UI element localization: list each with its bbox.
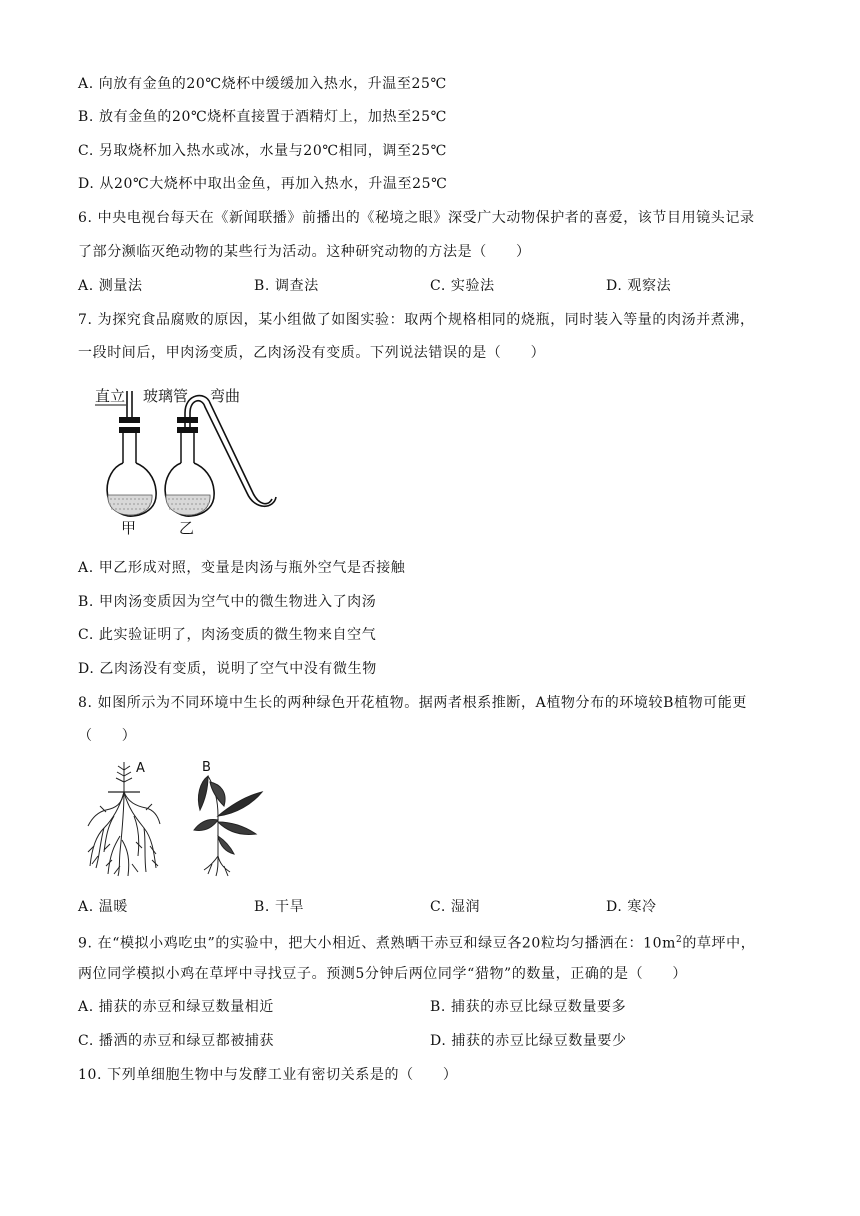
q8-stem-line1: 8. 如图所示为不同环境中生长的两种绿色开花植物。据两者根系推断，A植物分布的环境较B植物可能更 [78, 695, 748, 711]
flask-a [107, 391, 156, 537]
q9-stem-superscript: 2 [676, 935, 683, 945]
q7-option-c: C. 此实验证明了，肉汤变质的微生物来自空气 [78, 627, 377, 643]
label-glass-tube: 玻璃管 [143, 387, 189, 405]
q6-stem-line2: 了部分濒临灭绝动物的某些行为活动。这种研究动物的方法是（ ） [78, 244, 531, 260]
q6-option-b: B. 调查法 [254, 278, 319, 294]
q6-option-c: C. 实验法 [430, 278, 495, 294]
q9-option-b: B. 捕获的赤豆比绿豆数量要多 [430, 999, 627, 1015]
q7-option-d: D. 乙肉汤没有变质，说明了空气中没有微生物 [78, 661, 377, 677]
q9-stem-line1 [78, 930, 755, 954]
q9-stem-part2: 的草坪中， [682, 935, 756, 952]
q8-stem-line2: （ ） [78, 728, 137, 744]
q6-option-d: D. 观察法 [606, 278, 672, 294]
label-plant-a: A [136, 761, 145, 776]
q8-option-d: D. 寒冷 [606, 899, 657, 915]
q8-option-a: A. 温暖 [78, 899, 129, 915]
q9-option-c: C. 播洒的赤豆和绿豆都被捕获 [78, 1033, 275, 1049]
plant-b [194, 760, 262, 876]
q9-option-a: A. 捕获的赤豆和绿豆数量相近 [78, 999, 275, 1015]
q7-stem-line1: 7. 为探究食品腐败的原因，某小组做了如图实验：取两个规格相同的烧瓶，同时装入等量的肉汤并煮沸， [78, 312, 755, 328]
q5-option-a: A. 向放有金鱼的20℃烧杯中缓缓加入热水，升温至25℃ [78, 76, 447, 92]
q8-option-c: C. 湿润 [430, 899, 481, 915]
label-bent: 弯曲 [210, 387, 241, 405]
q5-option-b: B. 放有金鱼的20℃烧杯直接置于酒精灯上，加热至25℃ [78, 109, 447, 125]
q10-stem: 10. 下列单细胞生物中与发酵工业有密切关系是的（ ） [78, 1067, 458, 1083]
label-straight: 直立 [95, 387, 126, 405]
q9-stem-part1: 9. 在“模拟小鸡吃虫”的实验中，把大小相近、煮熟晒干赤豆和绿豆各20粒均匀播洒在：10m [78, 935, 677, 952]
q6-stem-line1: 6. 中央电视台每天在《新闻联播》前播出的《秘境之眼》深受广大动物保护者的喜爱，该节目用镜头记录 [78, 210, 755, 226]
root-system-figure [84, 756, 274, 882]
flask-experiment-figure [88, 383, 278, 538]
q7-stem-line2: 一段时间后，甲肉汤变质，乙肉汤没有变质。下列说法错误的是（ ） [78, 345, 546, 361]
plant-a [88, 761, 160, 876]
q5-option-c: C. 另取烧杯加入热水或冰，水量与20℃相同，调至25℃ [78, 143, 447, 159]
label-plant-b: B [202, 760, 211, 775]
q9-option-d: D. 捕获的赤豆比绿豆数量要少 [430, 1033, 627, 1049]
label-flask-b: 乙 [179, 519, 195, 537]
q5-option-d: D. 从20℃大烧杯中取出金鱼，再加入热水，升温至25℃ [78, 176, 448, 192]
flask-b [165, 396, 276, 537]
q6-option-a: A. 测量法 [78, 278, 143, 294]
q7-option-b: B. 甲肉汤变质因为空气中的微生物进入了肉汤 [78, 594, 377, 610]
q8-option-b: B. 干旱 [254, 899, 305, 915]
q9-stem-line2: 两位同学模拟小鸡在草坪中寻找豆子。预测5分钟后两位同学“猎物”的数量，正确的是（ ） [78, 966, 688, 982]
q7-option-a: A. 甲乙形成对照，变量是肉汤与瓶外空气是否接触 [78, 560, 406, 576]
label-flask-a: 甲 [121, 519, 137, 537]
